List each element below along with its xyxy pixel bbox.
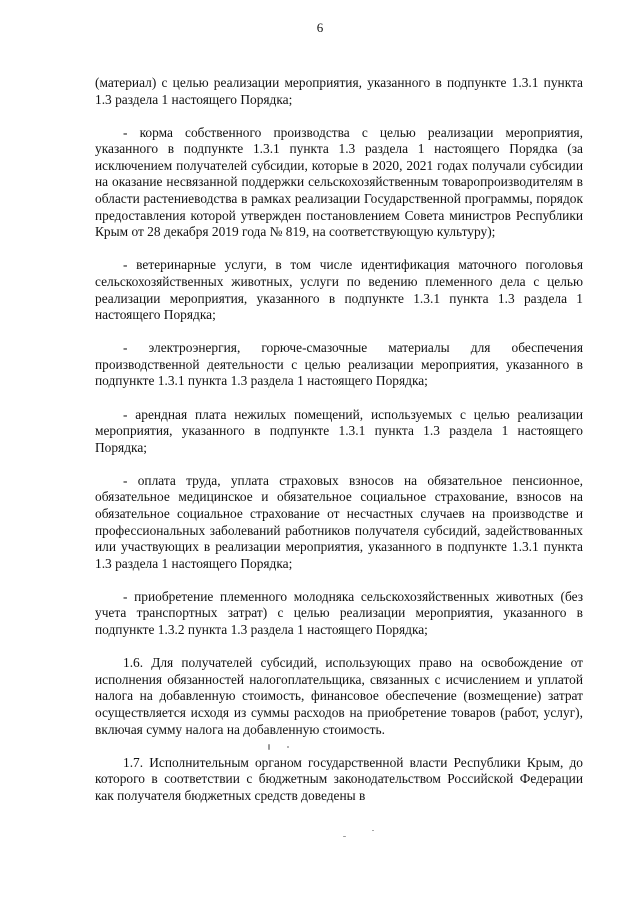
scan-speck: [343, 836, 346, 837]
paragraph-gap: [95, 108, 583, 125]
paragraph-gap: [95, 241, 583, 258]
page-number: 6: [316, 20, 324, 35]
paragraph-gap: [95, 572, 583, 589]
paragraph-gap: [95, 390, 583, 407]
paragraph-feed: - корма собственного производства с целью реализации мероприятия, указанного в подпункте 1.3.1 пункта 1.3 раздела 1 настоящего Порядка (за исключением получателей субсидии, которые в 2020, 2021 годах получали субсидии на оказание несвязанной поддержки сельскохозяйственным товаропроизводителям в области растениеводства в рамках реализации Государственной программы, порядок предоставления которой утвержден постановлением Совета министров Республики Крым от 28 декабря 2019 года № 819, на соответствующую культуру);: [95, 124, 583, 240]
paragraph-electricity: - электроэнергия, горюче-смазочные материалы для обеспечения производственной деятельности с целью реализации мероприятия, указанного в подпункте 1.3.1 пункта 1.3 раздела 1 настоящего Порядка;: [95, 340, 583, 389]
paragraph-material: (материал) с целью реализации мероприятия, указанного в подпункте 1.3.1 пункта 1.3 раздела 1 настоящего Порядка;: [95, 75, 583, 107]
paragraph-rent: - арендная плата нежилых помещений, используемых с целью реализации мероприятия, указанного в подпункте 1.3.1 пункта 1.3 раздела 1 настоящего Порядка;: [95, 406, 583, 455]
paragraph-breeding-stock: - приобретение племенного молодняка сельскохозяйственных животных (без учета транспортных затрат) с целью реализации мероприятия, указанного в подпункте 1.3.2 пункта 1.3 раздела 1 настоящего Порядка;: [95, 588, 583, 638]
paragraph-gap: [95, 324, 583, 341]
document-body: [95, 75, 583, 804]
paragraph-gap: [95, 738, 583, 755]
scan-speck: [372, 830, 374, 831]
paragraph-labor: - оплата труда, уплата страховых взносов на обязательное пенсионное, обязательное медицинское и обязательное социальное страхование, взносов на обязательное социальное страхование от несчастных случаев на производстве и профессиональных заболеваний работников получателя субсидий, задействованных или участвующих в реализации мероприятия, указанного в подпункте 1.3.1 пункта 1.3 раздела 1 настоящего Порядка;: [95, 472, 583, 571]
paragraph-1-7: 1.7. Исполнительным органом государственной власти Республики Крым, до которого в соответствии с бюджетным законодательством Российской Федерации как получателя бюджетных средств доведены в: [95, 754, 583, 803]
scan-speck: [268, 744, 270, 750]
paragraph-1-6: 1.6. Для получателей субсидий, использующих право на освобождение от исполнения обязанностей налогоплательщика, связанных с исчислением и уплатой налога на добавленную стоимость, финансовое обеспечение (возмещение) затрат осуществляется исходя из суммы расходов на приобретение товаров (работ, услуг), включая сумму налога на добавленную стоимость.: [95, 655, 583, 737]
paragraph-veterinary: - ветеринарные услуги, в том числе идентификация маточного поголовья сельскохозяйственных животных, услуги по ведению племенного дела с целью реализации мероприятия, указанного в подпункте 1.3.1 пункта 1.3 раздела 1 настоящего Порядка;: [95, 257, 583, 323]
paragraph-gap: [95, 639, 583, 656]
paragraph-gap: [95, 456, 583, 473]
scan-speck: [287, 746, 289, 748]
